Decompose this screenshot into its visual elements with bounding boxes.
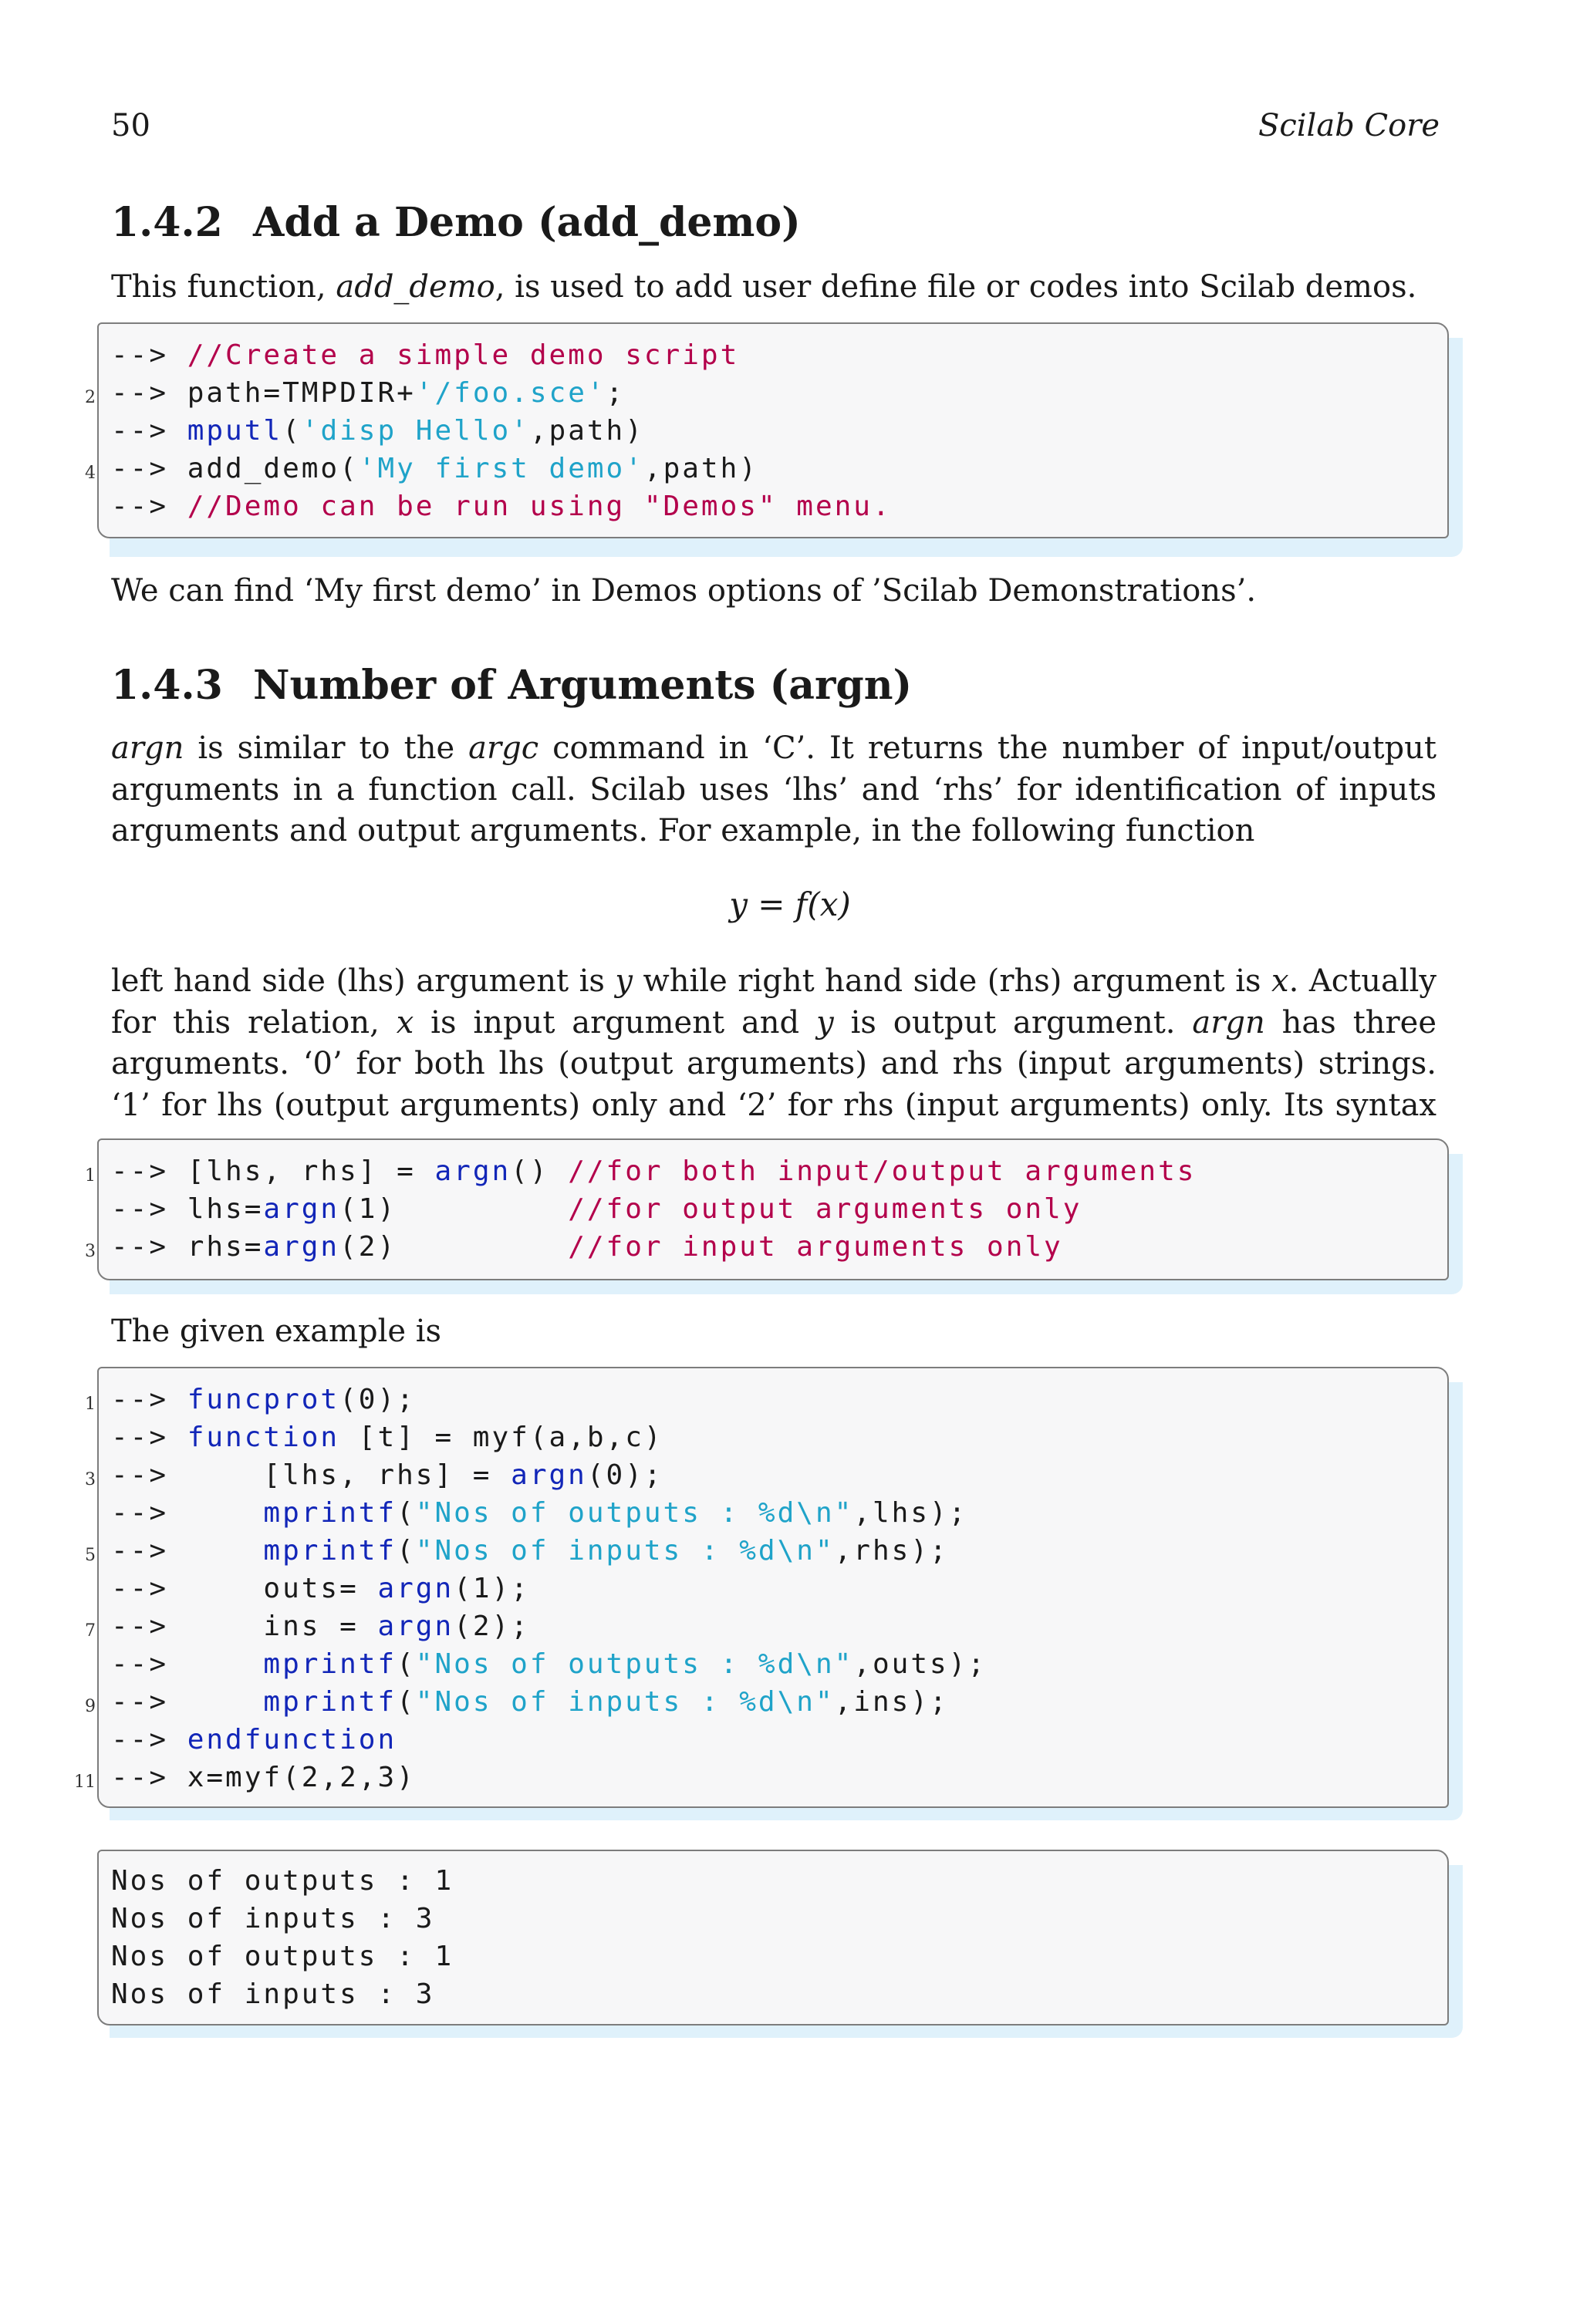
code-line <box>111 1418 987 1456</box>
code-line <box>111 1721 987 1759</box>
code-token-plain: (0); <box>339 1384 416 1415</box>
code-token-plain: Nos of inputs : 3 <box>111 1978 435 2010</box>
line-number <box>74 336 96 374</box>
code-token-plain: (1) <box>339 1193 569 1225</box>
italic-text-run: argn <box>111 730 184 766</box>
code-token-plain: ( <box>397 1648 416 1680</box>
lhs-rhs-paragraph <box>111 961 1437 1168</box>
code-token-comment: //for input arguments only <box>568 1231 1063 1263</box>
line-number <box>74 1570 96 1607</box>
code-token-prompt: --> <box>111 1611 264 1642</box>
code-token-func: endfunction <box>187 1724 397 1756</box>
line-number: 7 <box>85 1621 96 1641</box>
code-token-plain: ,ins); <box>834 1686 949 1718</box>
demo-note-paragraph: We can find ‘My first demo’ in Demos options of ’Scilab Demonstrations’. <box>111 573 1257 609</box>
listing-line-numbers <box>74 1152 96 1266</box>
text-run: is output argument. <box>833 1004 1193 1041</box>
code-token-plain: ( <box>397 1497 416 1529</box>
code-line <box>111 1759 987 1796</box>
code-token-prompt: --> <box>111 377 187 409</box>
code-token-comment: //for output arguments only <box>568 1193 1082 1225</box>
line-number: 5 <box>85 1546 96 1565</box>
line-number: 2 <box>85 388 96 407</box>
line-number: 3 <box>85 1470 96 1489</box>
italic-text-run: argc <box>468 730 539 766</box>
code-line <box>111 374 892 412</box>
code-token-prompt: --> <box>111 1648 264 1680</box>
code-token-func: mprintf <box>263 1686 397 1718</box>
code-token-func: mprintf <box>263 1535 397 1567</box>
section-heading-1-4-2 <box>111 199 801 246</box>
code-token-prompt: --> <box>111 1155 187 1187</box>
example-intro: The given example is <box>111 1314 442 1349</box>
code-listing-argn-syntax-text <box>111 1152 1196 1266</box>
code-token-plain: ins = <box>263 1611 378 1642</box>
section-title: Number of Arguments (argn) <box>253 662 913 709</box>
code-token-string: 'disp Hello' <box>301 415 530 447</box>
code-line <box>111 1607 987 1645</box>
code-token-func: mputl <box>187 415 283 447</box>
code-line <box>111 1532 987 1570</box>
code-token-plain: ( <box>282 415 302 447</box>
code-token-string: "Nos of inputs : %d\n" <box>415 1686 835 1718</box>
code-token-plain: Nos of outputs : 1 <box>111 1941 454 1972</box>
listing-line-numbers <box>74 1381 96 1796</box>
code-token-comment: //for both input/output arguments <box>568 1155 1197 1187</box>
section-heading-1-4-3 <box>111 662 912 709</box>
code-token-prompt: --> <box>111 1497 264 1529</box>
code-line <box>111 1152 1196 1190</box>
text-run: command in ‘C’. It returns the number of input/output arguments in a function call. Scilab uses ‘lhs’ and ‘rhs’ for identification of inputs arguments and output arguments. For example, in the following function <box>111 730 1437 848</box>
code-token-plain: ( <box>397 1535 416 1567</box>
argn-intro-paragraph <box>111 728 1437 852</box>
code-token-func: funcprot <box>187 1384 340 1415</box>
code-token-prompt: --> <box>111 339 187 371</box>
code-token-prompt: --> <box>111 1422 187 1453</box>
code-token-prompt: --> <box>111 491 187 522</box>
code-token-plain: ,path) <box>643 453 758 484</box>
intro-paragraph <box>111 267 1437 309</box>
code-token-plain: ,lhs); <box>853 1497 968 1529</box>
code-token-plain: add_demo( <box>187 453 359 484</box>
code-token-string: "Nos of inputs : %d\n" <box>415 1535 835 1567</box>
text-run: has three arguments. ‘0’ for both lhs (output arguments) and rhs (input arguments) strings. ‘1’ for lhs (output arguments) only and ‘2’ for rhs (input arguments) only. Its syntax <box>111 1004 1437 1123</box>
code-token-plain: outs= <box>263 1573 378 1604</box>
equation: y = f(x) <box>729 885 851 923</box>
code-token-func: function <box>187 1422 340 1453</box>
italic-text-run: x <box>1271 963 1289 999</box>
text-run: This function, <box>111 269 336 305</box>
text-run: is input argument and <box>414 1004 817 1041</box>
code-token-func: argn <box>377 1611 454 1642</box>
italic-text-run: argn <box>1192 1004 1265 1041</box>
code-token-func: argn <box>434 1155 511 1187</box>
code-line <box>111 1228 1196 1266</box>
code-token-prompt: --> <box>111 1724 187 1756</box>
code-token-prompt: --> <box>111 453 187 484</box>
code-listing-add-demo-text <box>111 336 892 525</box>
code-token-prompt: --> <box>111 1459 264 1491</box>
code-token-plain: ,outs); <box>853 1648 988 1680</box>
code-token-prompt: --> <box>111 415 187 447</box>
code-line <box>111 336 892 374</box>
code-token-prompt: --> <box>111 1762 187 1793</box>
italic-text-run: x <box>396 1004 414 1041</box>
code-line <box>111 1938 454 1975</box>
line-number <box>74 1494 96 1532</box>
code-token-func: argn <box>511 1459 587 1491</box>
line-number <box>74 412 96 450</box>
code-token-plain: ( <box>397 1686 416 1718</box>
italic-text-run: add_demo <box>336 269 495 305</box>
code-token-plain: Nos of inputs : 3 <box>111 1903 435 1934</box>
code-token-func: mprintf <box>263 1497 397 1529</box>
text-run: . Actually for this relation, <box>111 963 1437 1041</box>
line-number <box>74 1645 96 1683</box>
code-token-plain: lhs= <box>187 1193 264 1225</box>
code-token-prompt: --> <box>111 1535 264 1567</box>
code-token-plain: (2); <box>454 1611 530 1642</box>
line-number: 1 <box>85 1166 96 1186</box>
code-token-prompt: --> <box>111 1573 264 1604</box>
code-token-plain: Nos of outputs : 1 <box>111 1865 454 1897</box>
code-token-plain: [t] = myf(a,b,c) <box>339 1422 663 1453</box>
line-number: 3 <box>85 1242 96 1261</box>
code-token-func: argn <box>263 1193 340 1225</box>
page-number: 50 <box>111 108 150 143</box>
text-run: left hand side (lhs) argument is <box>111 963 616 999</box>
output-listing-text <box>111 1862 454 2013</box>
line-number: 1 <box>85 1395 96 1414</box>
code-token-string: '/foo.sce' <box>415 377 606 409</box>
code-line <box>111 1381 987 1418</box>
code-token-prompt: --> <box>111 1193 187 1225</box>
line-number: 4 <box>85 464 96 483</box>
code-token-prompt: --> <box>111 1231 187 1263</box>
code-token-plain: ; <box>606 377 626 409</box>
code-line <box>111 412 892 450</box>
code-line <box>111 1456 987 1494</box>
section-number: 1.4.3 <box>111 662 223 709</box>
italic-text-run: y <box>615 963 633 999</box>
code-line <box>111 1494 987 1532</box>
code-token-plain: (2) <box>339 1231 569 1263</box>
text-run: , is used to add user define file or codes into Scilab demos. <box>495 269 1417 305</box>
code-token-string: 'My first demo' <box>358 453 644 484</box>
code-token-plain: x=myf(2,2,3) <box>187 1762 416 1793</box>
code-line <box>111 450 892 487</box>
code-token-plain: ,path) <box>529 415 644 447</box>
italic-text-run: y <box>816 1004 834 1041</box>
code-token-plain: [lhs, rhs] = <box>263 1459 511 1491</box>
code-line <box>111 1900 454 1938</box>
code-token-func: argn <box>263 1231 340 1263</box>
line-number <box>74 1418 96 1456</box>
code-token-prompt: --> <box>111 1384 187 1415</box>
code-listing-example-text <box>111 1381 987 1796</box>
running-title: Scilab Core <box>1258 108 1440 143</box>
code-token-string: "Nos of outputs : %d\n" <box>415 1497 854 1529</box>
code-token-comment: //Demo can be run using "Demos" menu. <box>187 491 892 522</box>
line-number: 9 <box>85 1697 96 1716</box>
code-token-comment: //Create a simple demo script <box>187 339 740 371</box>
code-token-plain: () <box>511 1155 569 1187</box>
section-title: Add a Demo (add_demo) <box>253 199 801 246</box>
code-line <box>111 487 892 525</box>
code-line <box>111 1862 454 1900</box>
line-number <box>74 1190 96 1228</box>
text-run: is similar to the <box>184 730 469 766</box>
code-token-plain: rhs= <box>187 1231 264 1263</box>
code-token-string: "Nos of outputs : %d\n" <box>415 1648 854 1680</box>
line-number <box>74 487 96 525</box>
code-line <box>111 1190 1196 1228</box>
code-token-func: argn <box>377 1573 454 1604</box>
code-token-func: mprintf <box>263 1648 397 1680</box>
code-token-plain: ,rhs); <box>834 1535 949 1567</box>
code-line <box>111 1975 454 2013</box>
line-number <box>74 1721 96 1759</box>
code-token-prompt: --> <box>111 1686 264 1718</box>
code-line <box>111 1645 987 1683</box>
section-number: 1.4.2 <box>111 199 223 246</box>
code-token-plain: path=TMPDIR+ <box>187 377 416 409</box>
code-line <box>111 1570 987 1607</box>
listing-line-numbers <box>74 336 96 525</box>
code-token-plain: [lhs, rhs] = <box>187 1155 435 1187</box>
code-token-plain: (0); <box>586 1459 663 1491</box>
line-number: 11 <box>74 1773 96 1792</box>
code-token-plain: (1); <box>454 1573 530 1604</box>
code-line <box>111 1683 987 1721</box>
text-run: while right hand side (rhs) argument is <box>633 963 1272 999</box>
